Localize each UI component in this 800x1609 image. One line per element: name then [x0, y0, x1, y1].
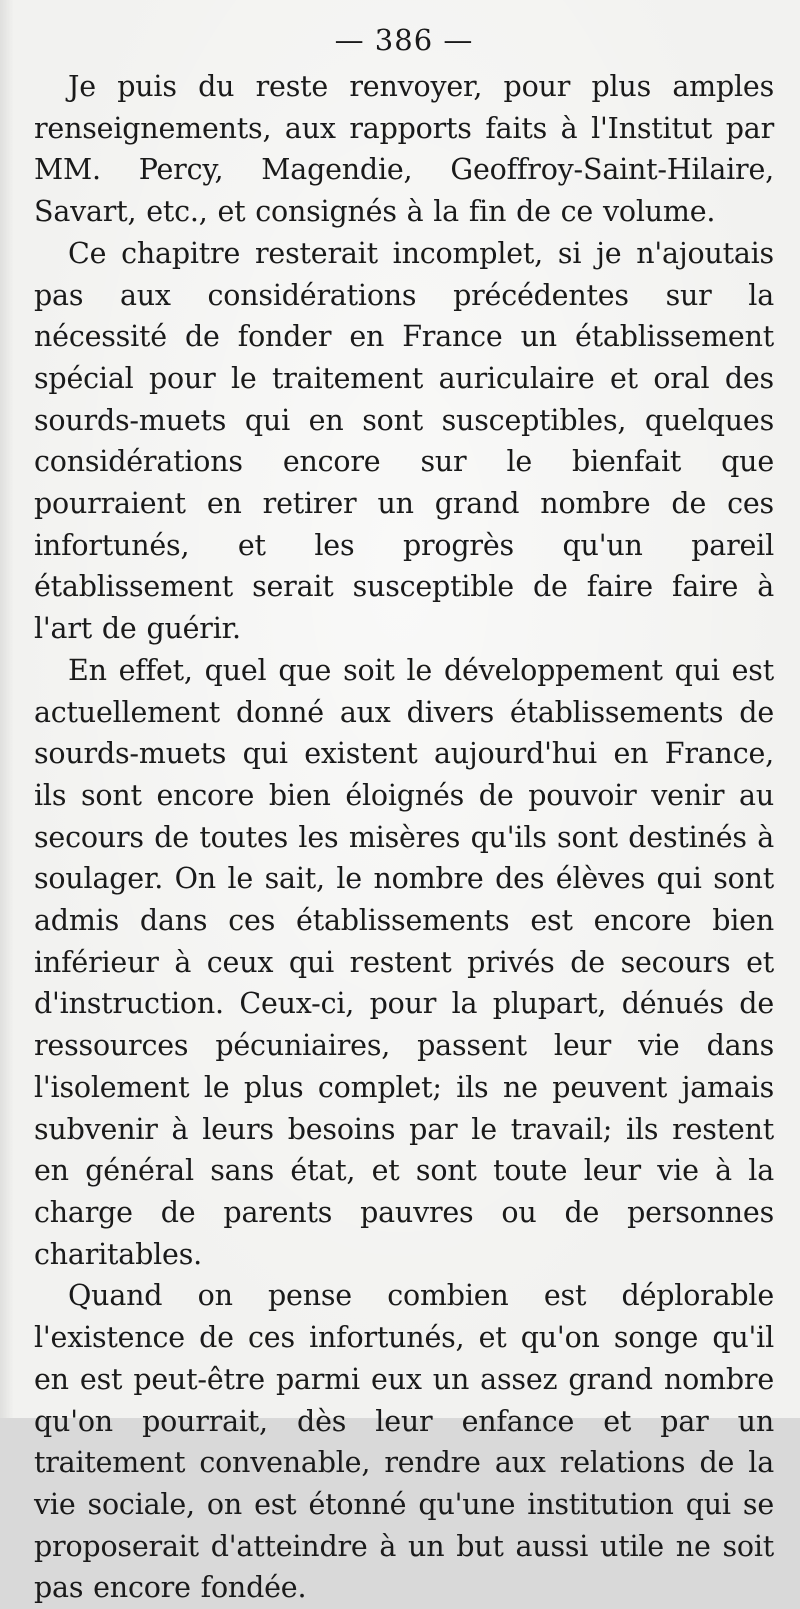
page-number: — 386 —: [334, 23, 474, 57]
paragraph-4: Quand on pense combien est déplorable l'existence de ces infortunés, et qu'on songe qu'il en est peut-être parmi eux un assez grand nombre qu'on pourrait, dès leur enfance et par un traitement convenable, rendre aux relations de la vie sociale, on est étonné qu'une institution qui se proposerait d'atteindre à un but aussi utile ne soit pas encore fondée.: [34, 1279, 774, 1605]
paragraph-1: Je puis du reste renvoyer, pour plus amples renseignements, aux rapports faits à l'Institut par MM. Percy, Magendie, Geoffroy-Saint-Hilaire, Savart, etc., et consignés à la fin de ce volume.: [34, 70, 774, 229]
paragraph-2: Ce chapitre resterait incomplet, si je n'ajoutais pas aux considérations précédentes sur la nécessité de fonder en France un établissement spécial pour le traitement auriculaire et oral des sourds-muets qui en sont susceptibles, quelques considérations encore sur le bienfait que pourraient en retirer un grand nombre de ces infortunés, et les progrès qu'un pareil établissement serait susceptible de faire faire à l'art de guérir.: [34, 236, 774, 646]
paragraph-3: En effet, quel que soit le développement qui est actuellement donné aux divers établissements de sourds-muets qui existent aujourd'hui en France, ils sont encore bien éloignés de pouvoir venir au secours de toutes les misères qu'ils sont destinés à soulager. On le sait, le nombre des élèves qui sont admis dans ces établissements est encore bien inférieur à ceux qui restent privés de secours et d'instruction. Ceux-ci, pour la plupart, dénués de ressources pécuniaires, passent leur vie dans l'isolement le plus complet; ils ne peuvent jamais subvenir à leurs besoins par le travail; ils restent en général sans état, et sont toute leur vie à la charge de parents pauvres ou de personnes charitables.: [34, 653, 774, 1271]
